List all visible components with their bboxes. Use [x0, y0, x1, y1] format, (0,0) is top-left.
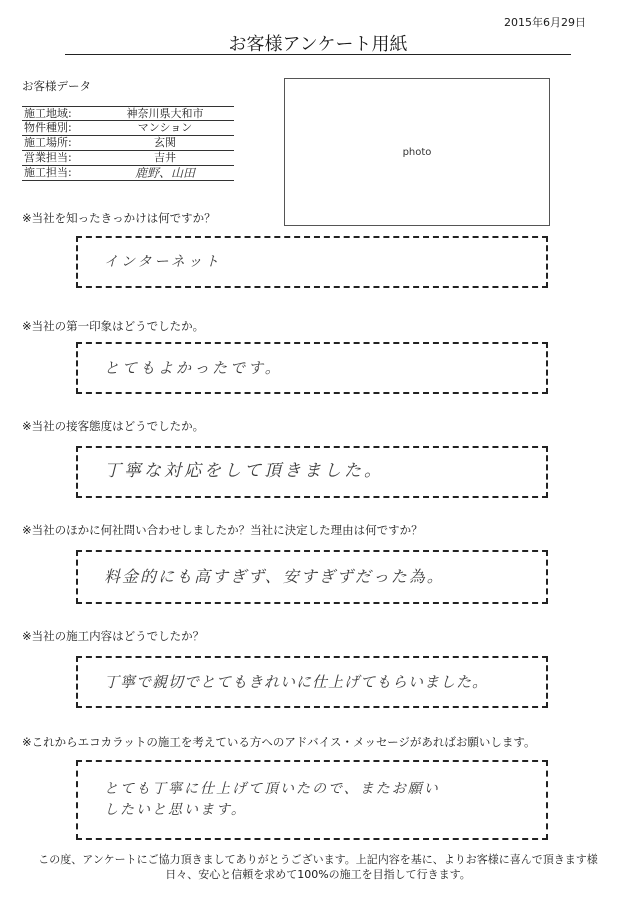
- answer-6-line-1: とても丁寧に仕上げて頂いたので、またお願い: [104, 781, 440, 797]
- question-2: ※当社の第一印象はどうでしたか。: [22, 319, 205, 333]
- customer-value-handwritten: 鹿野、山田: [134, 166, 195, 180]
- answer-1-line-1: インターネット: [104, 253, 222, 270]
- answer-6-line-2: したいと思います。: [104, 802, 247, 818]
- question-6: ※これからエコカラットの施工を考えている方へのアドバイス・メッセージがあればお願いします。: [22, 735, 536, 749]
- survey-date: 2015年6月29日: [504, 16, 586, 29]
- footer-line-2: 日々、安心と信頼を求めて100%の施工を目指して行きます。: [165, 868, 471, 881]
- answer-5-line-1: 丁寧で親切でとてもきれいに仕上げてもらいました。: [104, 672, 489, 691]
- footer-line-1: この度、アンケートにご協力頂きましてありがとうございます。上記内容を基に、よりお客様に喜んで頂きます様: [38, 853, 598, 866]
- customer-value: 玄関: [154, 136, 176, 149]
- answer-box-6: [76, 760, 548, 840]
- answer-box-3: [76, 446, 548, 498]
- customer-data-table: [22, 106, 234, 181]
- customer-row-location: [22, 136, 234, 151]
- answer-box-2: [76, 342, 548, 394]
- customer-key: 施工担当:: [24, 166, 72, 179]
- question-3: ※当社の接客態度はどうでしたか。: [22, 419, 205, 433]
- customer-row-installer: [22, 166, 234, 181]
- customer-row-property-type: [22, 121, 234, 136]
- footer-message: [0, 852, 636, 882]
- photo-label: photo: [402, 146, 432, 158]
- answer-3-line-1: 丁寧な対応をして頂きました。: [104, 461, 384, 482]
- customer-value: マンション: [137, 121, 193, 134]
- page-title: お客様アンケート用紙: [228, 34, 408, 55]
- customer-key: 施工場所:: [24, 136, 72, 149]
- question-4: ※当社のほかに何社問い合わせしましたか？当社に決定した理由は何ですか？: [22, 523, 423, 537]
- answer-box-4: [76, 550, 548, 604]
- answer-box-1: [76, 236, 548, 288]
- title-underline: [65, 54, 571, 55]
- customer-row-area: [22, 106, 234, 121]
- photo-box: [284, 78, 550, 226]
- customer-key: 営業担当:: [24, 151, 72, 164]
- question-5: ※当社の施工内容はどうでしたか？: [22, 629, 205, 643]
- customer-data-heading: お客様データ: [22, 79, 91, 93]
- customer-value: 神奈川県大和市: [126, 107, 204, 120]
- customer-key: 物件種別:: [24, 121, 72, 134]
- customer-row-sales-rep: [22, 151, 234, 166]
- customer-key: 施工地域:: [24, 107, 72, 120]
- customer-value: 吉井: [154, 151, 176, 164]
- answer-box-5: [76, 656, 548, 708]
- answer-2-line-1: とてもよかったです。: [104, 358, 283, 377]
- answer-4-line-1: 料金的にも高すぎず、安すぎずだった為。: [104, 567, 445, 586]
- question-1: ※当社を知ったきっかけは何ですか？: [22, 211, 216, 225]
